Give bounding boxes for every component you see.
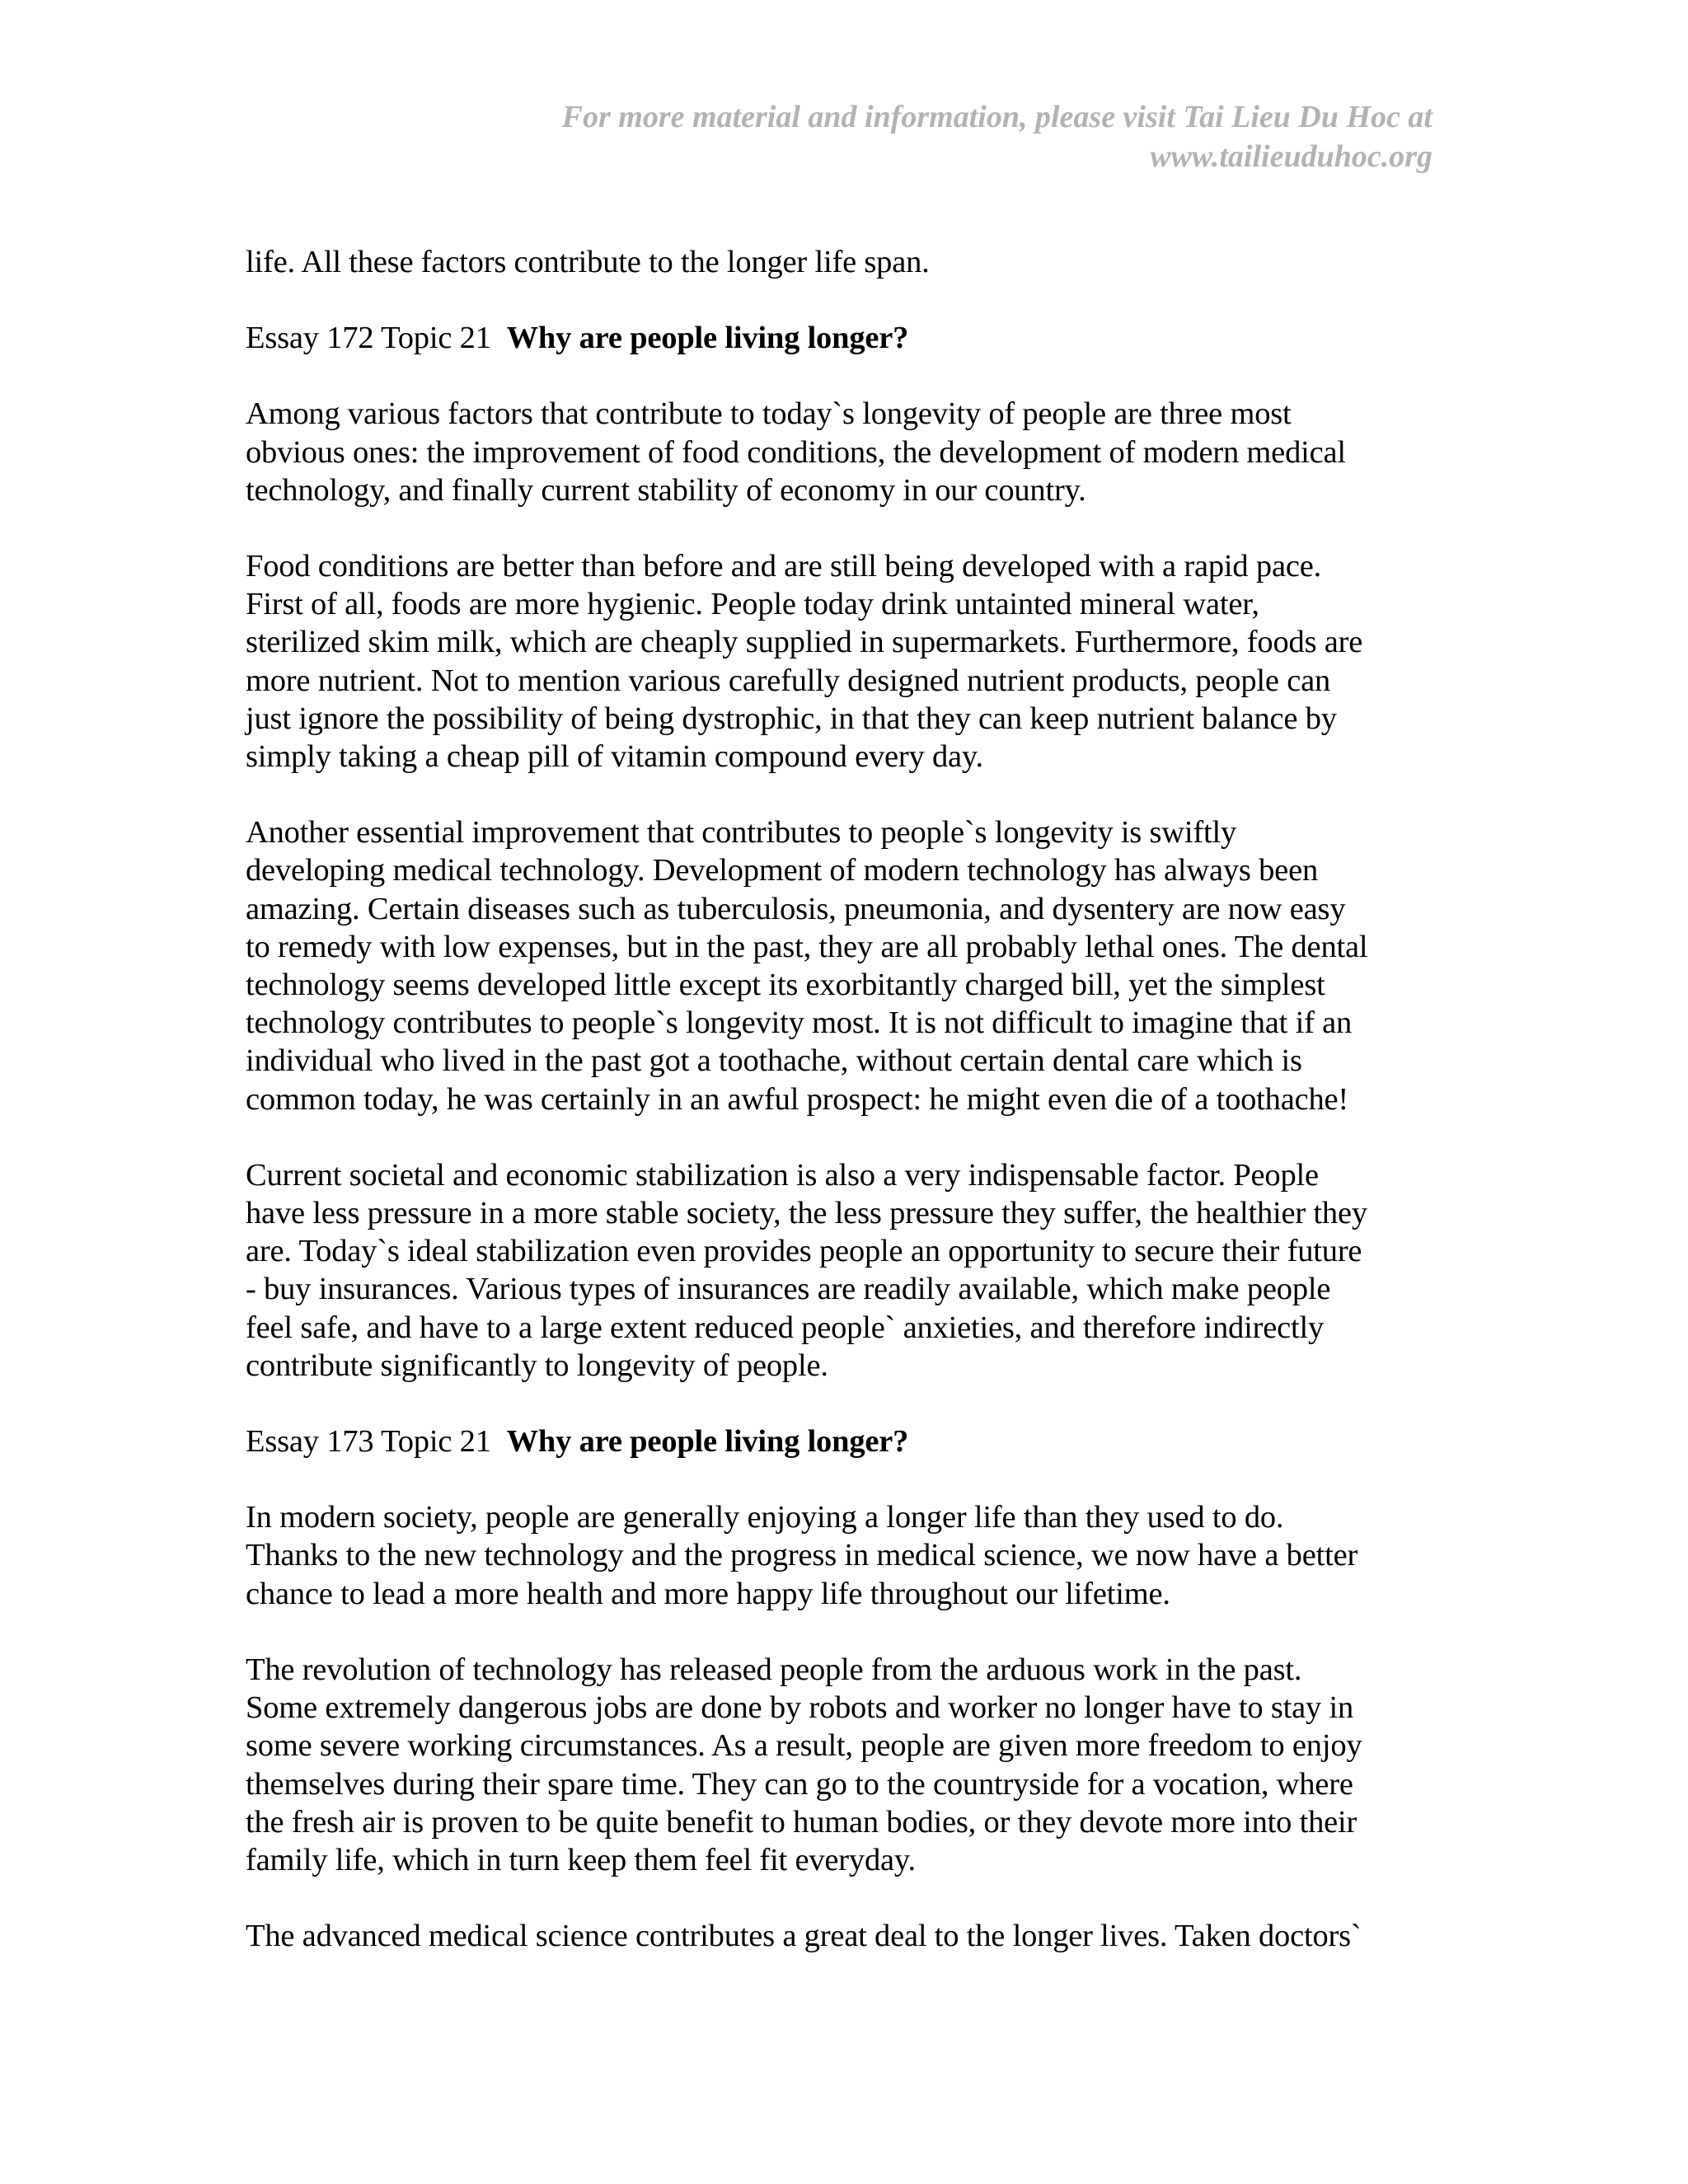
text-line: Thanks to the new technology and the progress in medical science, we now have a better — [246, 1538, 1358, 1573]
essay-172-label: Essay 172 Topic 21 — [246, 321, 491, 356]
text-line: technology, and finally current stability of economy in our country. — [246, 472, 1086, 508]
text-line: Among various factors that contribute to today`s longevity of people are three most — [246, 396, 1292, 432]
essay-172-title: Why are people living longer? — [506, 321, 909, 356]
text-line: The revolution of technology has released people from the arduous work in the past. — [246, 1652, 1302, 1687]
text-line: feel safe, and have to a large extent reduced people` anxieties, and therefore indirectly — [246, 1310, 1325, 1345]
text-line: common today, he was certainly in an awful prospect: he might even die of a toothache! — [246, 1081, 1349, 1117]
text-line: family life, which in turn keep them feel fit everyday. — [246, 1842, 916, 1877]
essay-172-paragraph-2 — [246, 547, 1437, 776]
text-line: - buy insurances. Various types of insurances are readily available, which make people — [246, 1272, 1331, 1307]
essay-173-label: Essay 173 Topic 21 — [246, 1424, 491, 1460]
text-line: to remedy with low expenses, but in the past, they are all probably lethal ones. The dental — [246, 929, 1368, 964]
essay-173-paragraph-1 — [246, 1498, 1437, 1613]
essay-172-paragraph-3 — [246, 813, 1437, 1118]
essay-173-title: Why are people living longer? — [506, 1424, 909, 1460]
essay-172-paragraph-1 — [246, 395, 1437, 509]
text-line: technology contributes to people`s longevity most. It is not difficult to imagine that if an — [246, 1005, 1353, 1041]
text-line: some severe working circumstances. As a result, people are given more freedom to enjoy — [246, 1728, 1362, 1764]
text-line: chance to lead a more health and more happy life throughout our lifetime. — [246, 1576, 1170, 1611]
header-line-2: www.tailieuduhoc.org — [1150, 139, 1432, 174]
document-body — [246, 243, 1437, 1993]
header-line-1: For more material and information, please visit Tai Lieu Du Hoc at — [561, 100, 1432, 134]
text-line: Some extremely dangerous jobs are done by robots and worker no longer have to stay in — [246, 1690, 1354, 1726]
essay-173-paragraph-2 — [246, 1651, 1437, 1879]
text-line: In modern society, people are generally enjoying a longer life than they used to do. — [246, 1500, 1284, 1535]
text-line: have less pressure in a more stable society, the less pressure they suffer, the healthier they — [246, 1196, 1367, 1231]
text-line: just ignore the possibility of being dystrophic, in that they can keep nutrient balance by — [246, 701, 1337, 736]
text-line: individual who lived in the past got a toothache, without certain dental care which is — [246, 1043, 1302, 1079]
text-line: Food conditions are better than before and are still being developed with a rapid pace. — [246, 549, 1322, 584]
text-line: are. Today`s ideal stabilization even provides people an opportunity to secure their future — [246, 1234, 1362, 1269]
text-line: the fresh air is proven to be quite benefit to human bodies, or they devote more into their — [246, 1804, 1357, 1840]
text-line: simply taking a cheap pill of vitamin compound every day. — [246, 739, 983, 775]
essay-173-paragraph-3 — [246, 1917, 1437, 1955]
text-line: First of all, foods are more hygienic. People today drink untainted mineral water, — [246, 587, 1259, 622]
paragraph-continuation — [246, 243, 1437, 281]
text-line: life. All these factors contribute to the longer life span. — [246, 245, 930, 279]
page-header — [562, 97, 1432, 176]
text-line: developing medical technology. Development of modern technology has always been — [246, 853, 1319, 888]
text-line: more nutrient. Not to mention various carefully designed nutrient products, people can — [246, 663, 1331, 698]
essay-173-heading — [246, 1422, 1437, 1460]
text-line: Current societal and economic stabilization is also a very indispensable factor. People — [246, 1157, 1319, 1193]
text-line: amazing. Certain diseases such as tuberculosis, pneumonia, and dysentery are now easy — [246, 891, 1346, 926]
text-line: contribute significantly to longevity of people. — [246, 1347, 828, 1383]
text-line: Another essential improvement that contributes to people`s longevity is swiftly — [246, 815, 1237, 851]
text-line: themselves during their spare time. They can go to the countryside for a vocation, where — [246, 1766, 1353, 1802]
essay-172-paragraph-4 — [246, 1156, 1437, 1385]
text-line: sterilized skim milk, which are cheaply supplied in supermarkets. Furthermore, foods are — [246, 625, 1363, 660]
essay-172-heading — [246, 319, 1437, 357]
text-line: The advanced medical science contributes a great deal to the longer lives. Taken doctors` — [246, 1919, 1362, 1954]
text-line: technology seems developed little except its exorbitantly charged bill, yet the simplest — [246, 968, 1325, 1003]
text-line: obvious ones: the improvement of food conditions, the development of modern medical — [246, 434, 1346, 470]
